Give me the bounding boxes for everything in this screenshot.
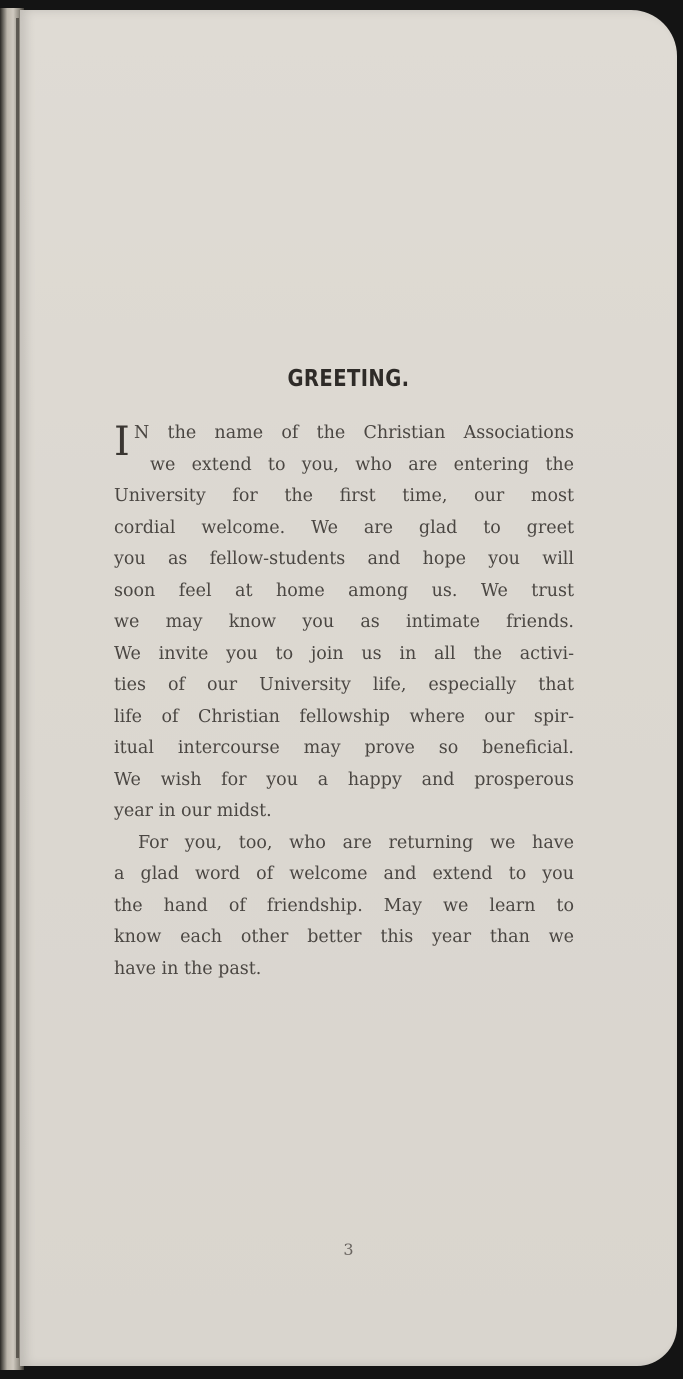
text-line: ties of our University life, especially that	[114, 675, 574, 695]
paragraph-welcome-returning	[114, 828, 574, 986]
text-line: cordial welcome. We are glad to greet	[114, 517, 574, 538]
text-line: we may know you as intimate friends.	[114, 612, 574, 632]
text-line: N the name of the Christian Associations	[134, 423, 574, 443]
text-line: know each other better this year than we	[114, 927, 574, 947]
booklet-page	[20, 10, 677, 1366]
drop-cap: I	[114, 419, 130, 465]
text-line: itual intercourse may prove so beneficial.	[114, 738, 574, 758]
text-line: University for the first time, our most	[114, 486, 574, 506]
page-title: GREETING.	[287, 366, 410, 392]
text-line: the hand of friendship. May we learn to	[114, 895, 574, 916]
text-line: We wish for you a happy and prosperous	[114, 769, 574, 790]
text-line: a glad word of welcome and extend to you	[114, 864, 574, 884]
text-line: you as fellow-students and hope you will	[114, 549, 574, 569]
text-line: We invite you to join us in all the activi-	[114, 643, 574, 664]
text-line: life of Christian fellowship where our spir-	[114, 706, 574, 727]
text-line: have in the past.	[114, 958, 262, 979]
text-line: soon feel at home among us. We trust	[114, 580, 574, 601]
greeting-text	[114, 418, 574, 985]
text-line: year in our midst.	[114, 801, 272, 821]
text-line: we extend to you, who are entering the	[150, 454, 574, 475]
paragraph-welcome-new	[114, 418, 574, 828]
text-line: For you, too, who are returning we have	[138, 832, 574, 853]
binding-spine	[16, 18, 19, 1358]
page-number: 3	[343, 1240, 354, 1259]
